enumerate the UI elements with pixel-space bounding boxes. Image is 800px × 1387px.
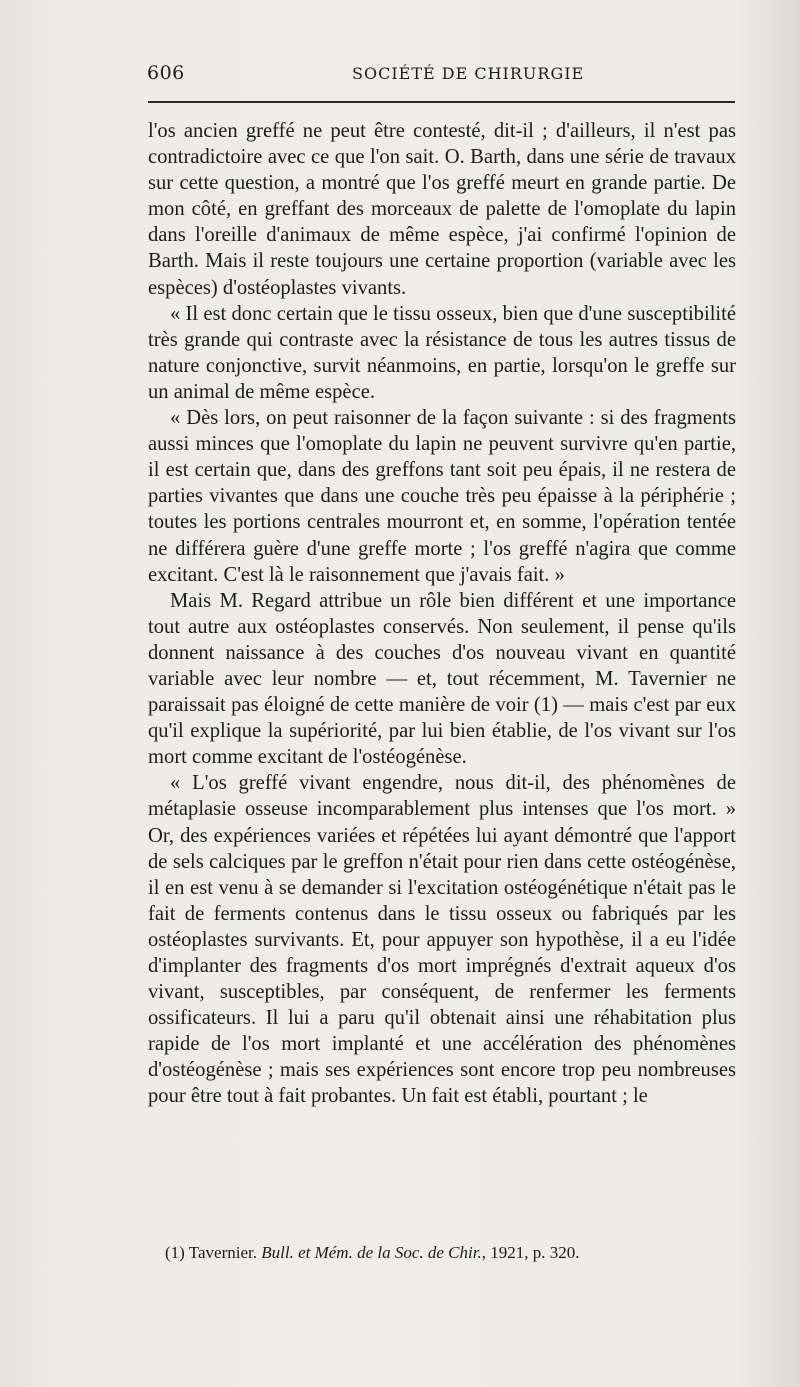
paragraph: « Dès lors, on peut raisonner de la façon suivante : si des fragments aussi minces que l'omoplate du lapin ne peuvent survivre qu'en partie, il est certain que, dans des greffons tant soit peu épais, il ne restera de parties vivantes que dans une couche très peu épaisse à la périphérie ; toutes les portions centrales mourront et, en somme, l'opération tentée ne différera guère d'une greffe morte ; l'os greffé n'agira que comme excitant. C'est là le raisonnement que j'avais fait. » xyxy=(148,407,736,586)
paragraph: Mais M. Regard attribue un rôle bien différent et une importance tout autre aux ostéoplastes conservés. Non seulement, il pense qu'ils donnent naissance à des couches d'os nouveau vivant en quantité variable avec leur nombre — et, tout récemment, M. Tavernier ne paraissait pas éloigné de cette manière de voir (1) — mais c'est par eux qu'il explique la supériorité, par lui bien établie, de l'os vivant sur l'os mort comme excitant de l'ostéogénèse. xyxy=(148,589,736,769)
footnote-journal: Bull. et Mém. de la Soc. de Chir. xyxy=(261,1243,482,1262)
paragraph: « Il est donc certain que le tissu osseux, bien que d'une susceptibilité très grande qui contraste avec la résistance de tous les autres tissus de nature conjonctive, survit néanmoins, en partie, lorsqu'on le greffe sur un animal de même espèce. xyxy=(148,302,736,403)
body-text xyxy=(148,118,736,1110)
paragraph: « L'os greffé vivant engendre, nous dit-il, des phénomènes de métaplasie osseuse incomparablement plus intenses que l'os mort. » Or, des expériences variées et répétées lui ayant démontré que l'apport de sels calciques par le greffon n'était pour rien dans cette ostéogénèse, il en est venu à se demander si l'excitation ostéogénétique n'était pas le fait de ferments contenus dans le tissu osseux ou fabriqués par les ostéoplastes survivants. Et, pour appuyer son hypothèse, il a eu l'idée d'implanter des fragments d'os mort imprégnés d'extrait aqueux d'os vivant, susceptibles, par conséquent, de renfermer les ferments ossificateurs. Il lui a paru qu'il obtenait ainsi une réhabitation plus rapide de l'os mort implanté et une accélération des phénomènes d'ostéogénèse ; mais ses expériences sont encore trop peu nombreuses pour être tout à fait probantes. Un fait est établi, pourtant ; le xyxy=(148,772,736,1108)
footnote xyxy=(165,1242,735,1264)
page-number: 606 xyxy=(147,62,185,84)
header-rule xyxy=(148,101,735,103)
page-header xyxy=(147,62,737,92)
footnote-author: Tavernier. xyxy=(188,1243,257,1262)
footnote-marker: (1) xyxy=(165,1243,185,1262)
running-title: SOCIÉTÉ DE CHIRURGIE xyxy=(352,64,585,83)
footnote-details: , 1921, p. 320. xyxy=(481,1243,580,1262)
paragraph: l'os ancien greffé ne peut être contesté, dit-il ; d'ailleurs, il n'est pas contradictoire avec ce que l'on sait. O. Barth, dans une série de travaux sur cette question, a montré que l'os greffé meurt en grande partie. De mon côté, en greffant des morceaux de palette de l'omoplate du lapin dans l'oreille d'animaux de même espèce, j'ai confirmé l'opinion de Barth. Mais il reste toujours une certaine proportion (variable avec les espèces) d'ostéoplastes vivants. xyxy=(148,120,736,299)
